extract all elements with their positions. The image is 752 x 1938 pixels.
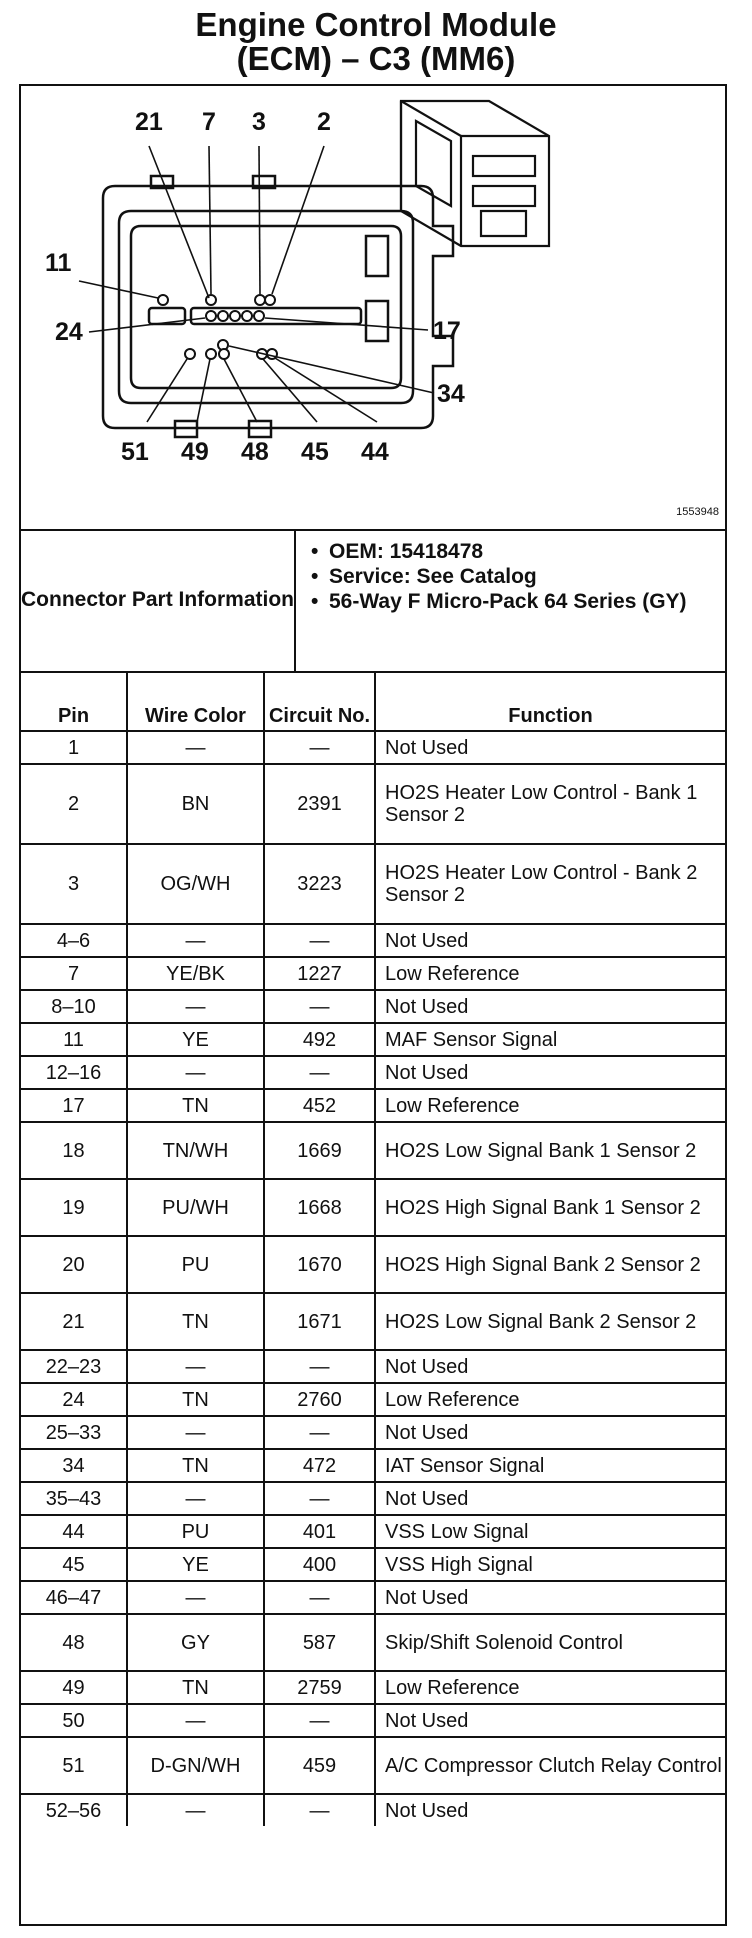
leader-line [147, 359, 187, 422]
cell-circuit: — [264, 1794, 375, 1826]
cell-wire-color: — [127, 1794, 264, 1826]
pin-cavity [158, 295, 168, 305]
pin-cavity [206, 295, 216, 305]
table-row [21, 844, 725, 924]
cell-wire-color: BN [127, 764, 264, 844]
table-row [21, 731, 725, 764]
cell-wire-color: — [127, 1416, 264, 1449]
pin-cavity [206, 311, 216, 321]
cell-function: Low Reference [375, 1383, 725, 1416]
cell-circuit: — [264, 1482, 375, 1515]
table-row [21, 957, 725, 990]
pin-label-44: 44 [361, 438, 389, 466]
table-row [21, 924, 725, 957]
cell-wire-color: YE [127, 1023, 264, 1056]
table-row [21, 1383, 725, 1416]
cell-wire-color: PU [127, 1515, 264, 1548]
cell-wire-color: TN [127, 1383, 264, 1416]
cell-wire-color: TN [127, 1449, 264, 1482]
cell-wire-color: YE/BK [127, 957, 264, 990]
table-row [21, 1122, 725, 1179]
pin-cavity [242, 311, 252, 321]
cell-function: Not Used [375, 1056, 725, 1089]
cell-function: Not Used [375, 1581, 725, 1614]
pinout-table [21, 671, 725, 1826]
cell-wire-color: — [127, 1482, 264, 1515]
pin-cavity [255, 295, 265, 305]
leader-line [224, 359, 257, 422]
pin-cavity [219, 349, 229, 359]
table-row [21, 1737, 725, 1794]
cell-function: HO2S High Signal Bank 1 Sensor 2 [375, 1179, 725, 1236]
cell-circuit: 400 [264, 1548, 375, 1581]
cell-circuit: 1671 [264, 1293, 375, 1350]
cell-circuit: 1227 [264, 957, 375, 990]
cell-pin: 1 [21, 731, 127, 764]
cell-circuit: 459 [264, 1737, 375, 1794]
cell-function: HO2S Heater Low Control - Bank 1 Sensor 2 [375, 764, 725, 844]
table-row [21, 1023, 725, 1056]
pin-label-21: 21 [135, 108, 163, 136]
title-line-1: Engine Control Module [195, 6, 557, 43]
cell-pin: 44 [21, 1515, 127, 1548]
cell-function: Not Used [375, 1704, 725, 1737]
table-row [21, 764, 725, 844]
oem-part-number: • OEM: 15418478 [311, 539, 721, 564]
cell-circuit: 2760 [264, 1383, 375, 1416]
cell-pin: 17 [21, 1089, 127, 1122]
cell-circuit: 1669 [264, 1122, 375, 1179]
cell-wire-color: — [127, 924, 264, 957]
cell-function: MAF Sensor Signal [375, 1023, 725, 1056]
connector-info-list [311, 539, 721, 614]
connector-drawing [21, 86, 725, 529]
table-row [21, 1671, 725, 1704]
cell-pin: 18 [21, 1122, 127, 1179]
table-row [21, 1056, 725, 1089]
leader-line [209, 146, 211, 294]
pin-label-51: 51 [121, 438, 149, 466]
cell-pin: 52–56 [21, 1794, 127, 1826]
table-row [21, 1581, 725, 1614]
pin-label-48: 48 [241, 438, 269, 466]
pin-label-7: 7 [202, 108, 216, 136]
cell-function: Not Used [375, 1794, 725, 1826]
cell-wire-color: OG/WH [127, 844, 264, 924]
connector-sheet [19, 84, 727, 1926]
cell-circuit: — [264, 1416, 375, 1449]
table-row [21, 1416, 725, 1449]
cell-function: IAT Sensor Signal [375, 1449, 725, 1482]
cell-circuit: 587 [264, 1614, 375, 1671]
cell-pin: 49 [21, 1671, 127, 1704]
pin-label-45: 45 [301, 438, 329, 466]
table-row [21, 1614, 725, 1671]
cell-pin: 7 [21, 957, 127, 990]
cell-function: Skip/Shift Solenoid Control [375, 1614, 725, 1671]
page-title [0, 8, 752, 76]
cell-pin: 8–10 [21, 990, 127, 1023]
cell-pin: 11 [21, 1023, 127, 1056]
pin-cavity [206, 349, 216, 359]
connector-type: • 56-Way F Micro-Pack 64 Series (GY) [311, 589, 721, 614]
table-row [21, 1236, 725, 1293]
pin-cavity [230, 311, 240, 321]
cell-circuit: 1670 [264, 1236, 375, 1293]
cell-function: VSS High Signal [375, 1548, 725, 1581]
pin-cavity [265, 295, 275, 305]
cell-pin: 35–43 [21, 1482, 127, 1515]
cell-pin: 21 [21, 1293, 127, 1350]
cell-function: A/C Compressor Clutch Relay Control [375, 1737, 725, 1794]
cell-wire-color: TN [127, 1293, 264, 1350]
table-row [21, 990, 725, 1023]
cell-circuit: — [264, 924, 375, 957]
pin-label-24: 24 [55, 318, 83, 346]
cell-wire-color: — [127, 1581, 264, 1614]
title-line-2: (ECM) – C3 (MM6) [236, 40, 516, 77]
table-row [21, 1293, 725, 1350]
cell-circuit: 3223 [264, 844, 375, 924]
cell-pin: 24 [21, 1383, 127, 1416]
connector-diagram [21, 86, 725, 531]
cell-circuit: — [264, 1581, 375, 1614]
cell-circuit: — [264, 990, 375, 1023]
pin-label-11: 11 [45, 249, 72, 277]
cell-function: HO2S Heater Low Control - Bank 2 Sensor 2 [375, 844, 725, 924]
cell-pin: 50 [21, 1704, 127, 1737]
pin-label-2: 2 [317, 108, 331, 136]
cell-pin: 4–6 [21, 924, 127, 957]
cell-function: Low Reference [375, 957, 725, 990]
cell-circuit: — [264, 1704, 375, 1737]
cell-function: VSS Low Signal [375, 1515, 725, 1548]
cell-wire-color: PU/WH [127, 1179, 264, 1236]
connector-part-info [21, 529, 725, 673]
leader-line [197, 359, 210, 422]
cell-pin: 48 [21, 1614, 127, 1671]
cell-circuit: 401 [264, 1515, 375, 1548]
table-header-row [21, 672, 725, 731]
cell-wire-color: GY [127, 1614, 264, 1671]
cell-wire-color: PU [127, 1236, 264, 1293]
cell-circuit: 2759 [264, 1671, 375, 1704]
service-part-info: • Service: See Catalog [311, 564, 721, 589]
side-clip [366, 236, 388, 276]
header-pin: Pin [21, 672, 127, 731]
cell-pin: 19 [21, 1179, 127, 1236]
cell-function: Not Used [375, 731, 725, 764]
cell-wire-color: D-GN/WH [127, 1737, 264, 1794]
table-row [21, 1449, 725, 1482]
cell-circuit: — [264, 731, 375, 764]
header-function: Function [375, 672, 725, 731]
cell-wire-color: TN/WH [127, 1122, 264, 1179]
leader-line [263, 359, 317, 422]
pin-label-3: 3 [252, 108, 266, 136]
cell-pin: 34 [21, 1449, 127, 1482]
cell-function: Low Reference [375, 1671, 725, 1704]
pin-cavity [254, 311, 264, 321]
cell-pin: 3 [21, 844, 127, 924]
cell-pin: 2 [21, 764, 127, 844]
cell-pin: 45 [21, 1548, 127, 1581]
pin-label-34: 34 [437, 380, 465, 408]
table-row [21, 1548, 725, 1581]
leader-line [229, 346, 434, 393]
pin-label-17: 17 [433, 317, 461, 345]
connector-3d-view [401, 101, 549, 246]
cell-wire-color: — [127, 1350, 264, 1383]
table-row [21, 1482, 725, 1515]
table-row [21, 1089, 725, 1122]
pin-cavity [218, 311, 228, 321]
cell-function: Not Used [375, 1416, 725, 1449]
table-row [21, 1794, 725, 1826]
table-row [21, 1704, 725, 1737]
cell-circuit: 2391 [264, 764, 375, 844]
cell-pin: 20 [21, 1236, 127, 1293]
cell-function: Not Used [375, 1350, 725, 1383]
cell-wire-color: — [127, 990, 264, 1023]
connector-info-label: Connector Part Information [21, 529, 296, 671]
leader-line [89, 318, 205, 332]
cell-circuit: 472 [264, 1449, 375, 1482]
cell-pin: 46–47 [21, 1581, 127, 1614]
cell-circuit: — [264, 1350, 375, 1383]
cell-pin: 51 [21, 1737, 127, 1794]
cell-circuit: 452 [264, 1089, 375, 1122]
side-clip [366, 301, 388, 341]
cell-wire-color: — [127, 1056, 264, 1089]
cell-function: Not Used [375, 924, 725, 957]
header-circuit: Circuit No. [264, 672, 375, 731]
cell-function: Not Used [375, 1482, 725, 1515]
pin-cavity [185, 349, 195, 359]
cell-function: Not Used [375, 990, 725, 1023]
cell-function: HO2S Low Signal Bank 1 Sensor 2 [375, 1122, 725, 1179]
cell-wire-color: TN [127, 1671, 264, 1704]
cell-pin: 12–16 [21, 1056, 127, 1089]
leader-line [149, 146, 209, 298]
cell-wire-color: — [127, 1704, 264, 1737]
cell-circuit: 1668 [264, 1179, 375, 1236]
leader-line [272, 146, 324, 294]
figure-number: 1553948 [676, 506, 719, 518]
table-row [21, 1350, 725, 1383]
cell-wire-color: YE [127, 1548, 264, 1581]
table-row [21, 1179, 725, 1236]
table-row [21, 1515, 725, 1548]
cell-function: Low Reference [375, 1089, 725, 1122]
cell-function: HO2S High Signal Bank 2 Sensor 2 [375, 1236, 725, 1293]
pin-label-49: 49 [181, 438, 209, 466]
header-wire-color: Wire Color [127, 672, 264, 731]
cell-pin: 25–33 [21, 1416, 127, 1449]
cell-circuit: — [264, 1056, 375, 1089]
cell-circuit: 492 [264, 1023, 375, 1056]
cell-function: HO2S Low Signal Bank 2 Sensor 2 [375, 1293, 725, 1350]
leader-line [259, 146, 260, 294]
cell-wire-color: TN [127, 1089, 264, 1122]
cell-wire-color: — [127, 731, 264, 764]
cell-pin: 22–23 [21, 1350, 127, 1383]
